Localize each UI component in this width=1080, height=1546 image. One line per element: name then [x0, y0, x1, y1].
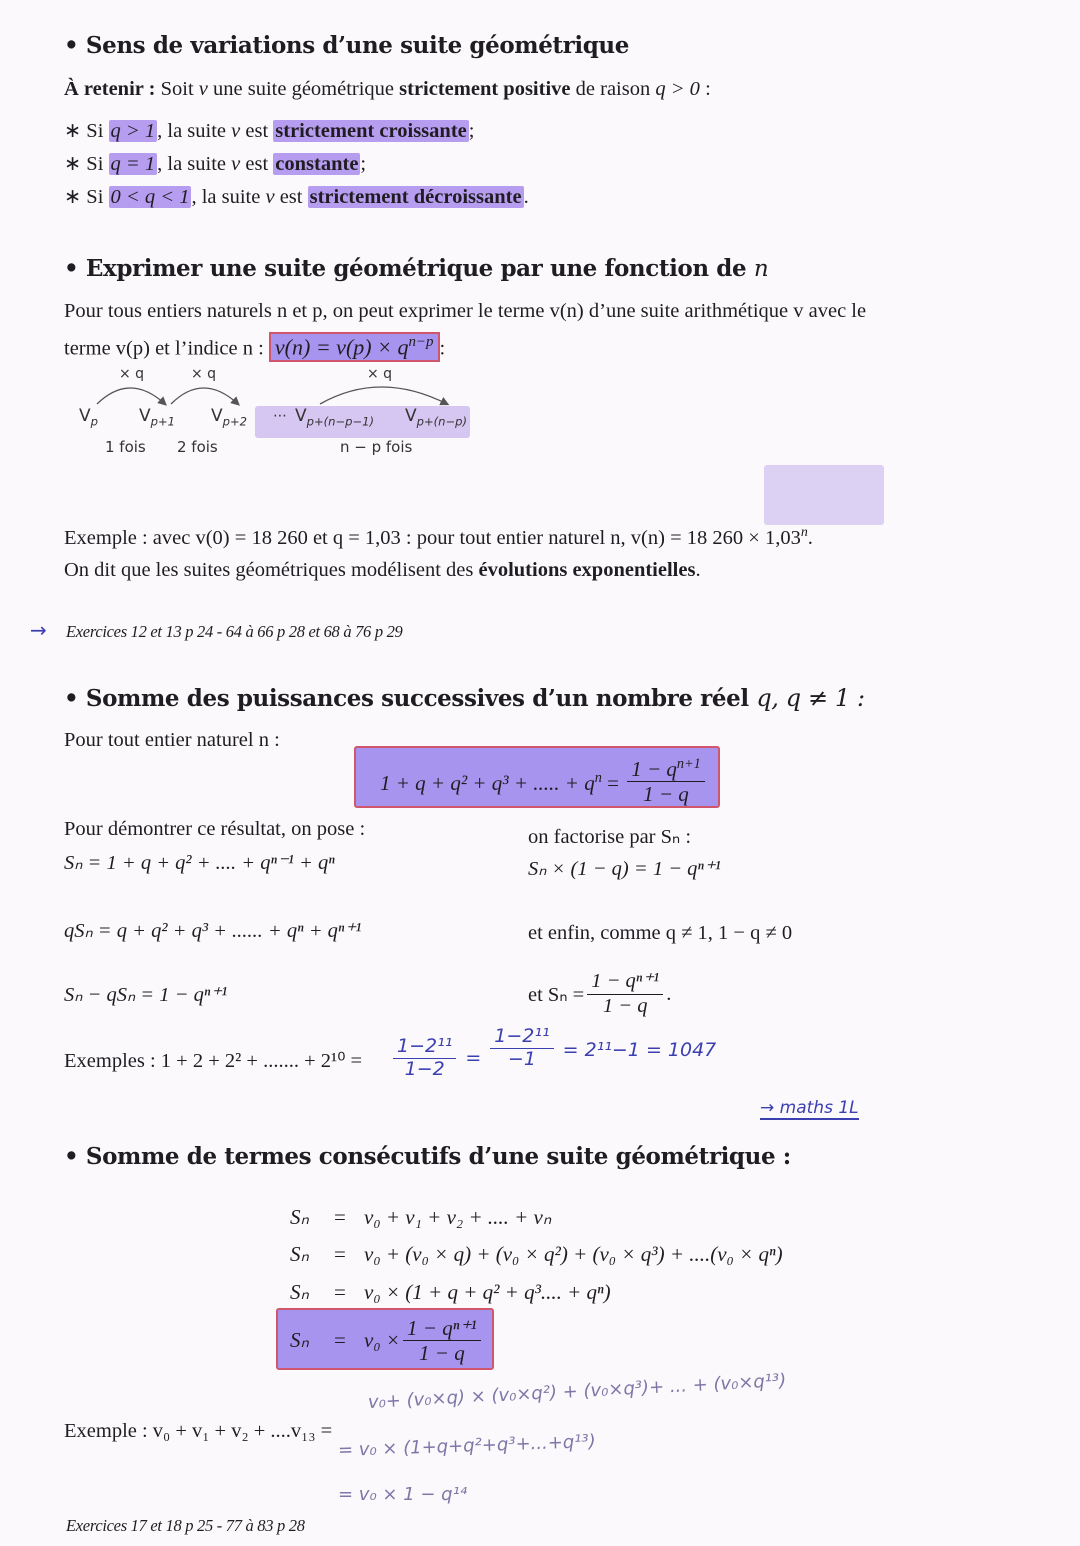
retenir-paragraph [64, 78, 711, 101]
title-text: • Somme des puissances successives d’un nombre réel [64, 685, 757, 712]
bold-strictement-positive: strictement positive [399, 78, 571, 100]
term: V [405, 406, 417, 426]
exponent: n [800, 525, 808, 540]
count-label: 2 fois [177, 438, 218, 456]
numerator: 1−2¹¹ [393, 1036, 456, 1059]
bold-evolutions: évolutions exponentielles [478, 559, 696, 581]
text: On dit que les suites géométriques modélisent des [64, 559, 479, 581]
fonction-paragraph-line1: Pour tous entiers naturels n et p, on peut exprimer le terme v(n) d’une suite arithmétique v avec le [64, 300, 867, 322]
fraction [587, 970, 663, 1018]
boxed-formula-vn [269, 332, 440, 362]
title-math: q, q ≠ 1 : [756, 684, 865, 712]
text: Exemple : avec v(0) = 18 260 et q = 1,03 : pour tout entier naturel n, v(n) = 18 260 × 1,03 [64, 526, 801, 549]
exponent: n+1 [676, 756, 701, 772]
section-title-somme-puissances [64, 684, 865, 712]
intro-naturel-n: Pour tout entier naturel n : [64, 729, 280, 751]
sum-row-2 [290, 1242, 783, 1267]
numerator [627, 756, 705, 782]
proof-line-1: Sₙ = 1 + q + q² + .... + qⁿ⁻¹ + qⁿ [64, 852, 335, 874]
subscript: p+(n−p) [416, 414, 467, 429]
eq: = [334, 1280, 346, 1304]
text: . [523, 186, 529, 208]
boxed-formula-geometric-sum [276, 1308, 494, 1370]
result-prefix: et Sₙ = [528, 983, 585, 1006]
var-v: v [265, 186, 275, 208]
denominator: 1 − q [602, 994, 648, 1017]
highlighted-condition: q > 1 [110, 120, 156, 142]
title-var-n: n [753, 256, 769, 282]
sum-row-1 [290, 1205, 551, 1230]
sum-row-3 [290, 1280, 611, 1305]
term-vp [79, 406, 98, 428]
handwritten-solution: $\frac{\text{1−2¹¹}}{1-2}$ = $\frac{\text{1−2¹¹}}{-1}$ = 2¹¹−1 = 1047 [390, 1036, 716, 1081]
handwritten-note: → maths 1L [760, 1098, 859, 1118]
text: est [274, 186, 308, 208]
variation-bullet-3 [64, 184, 529, 209]
hand-result: = 2¹¹−1 = 1047 [562, 1039, 717, 1062]
var-v: v [231, 120, 241, 142]
eq: = [334, 1242, 346, 1266]
text: Soit [155, 78, 199, 100]
fonction-paragraph-line2 [64, 332, 445, 362]
denominator: 1 − q [419, 1341, 465, 1366]
text: : [699, 78, 711, 100]
denominator: −1 [507, 1047, 536, 1070]
text: ; [360, 153, 367, 175]
text: une suite géométrique [207, 78, 400, 100]
hand-fraction-2 [490, 1026, 553, 1071]
result-sn: et Sₙ = $\frac{\text{1 − qⁿ⁺¹}}{1 - q}$ . [528, 970, 672, 1017]
text: de raison [570, 78, 656, 100]
denominator: 1−2 [404, 1057, 445, 1080]
term-vp-n-p-1 [295, 406, 374, 428]
factor-line: Sₙ × (1 − q) = 1 − qⁿ⁺¹ [528, 858, 721, 880]
proof-intro: Pour démontrer ce résultat, on pose : [64, 818, 366, 840]
example-powers-of-two: Exemples : 1 + 2 + 2² + ....... + 2¹⁰ = [64, 1050, 363, 1072]
highlighted-result: strictement décroissante [309, 186, 522, 208]
numerator: 1 − qⁿ⁺¹ [403, 1316, 481, 1341]
handwritten-line-1: v₀+ (v₀×q) × (v₀×q²) + (v₀×q³)+ ... + (v₀×q¹³) [367, 1370, 787, 1413]
exercises-ref-2: Exercices 17 et 18 p 25 - 77 à 83 p 28 [66, 1516, 305, 1535]
term: V [295, 406, 307, 426]
proof-line-2: qSₙ = q + q² + q³ + ...... + qⁿ + qⁿ⁺¹ [64, 920, 362, 942]
count-label: n − p fois [340, 438, 413, 456]
section-title-fonction [64, 255, 768, 282]
formula-exponent: n−p [408, 334, 434, 350]
exponent: n [594, 769, 602, 786]
text: . [807, 526, 813, 549]
highlight-smudge [764, 465, 884, 525]
lhs: Sₙ [290, 1242, 309, 1266]
term-vp2 [211, 406, 247, 428]
text: est [240, 153, 274, 175]
term: V [211, 406, 223, 426]
handwritten-line-3: = v₀ × 1 − q¹⁴ [338, 1484, 468, 1505]
term-vp1 [139, 406, 175, 428]
enfin-line: et enfin, comme q ≠ 1, 1 − q ≠ 0 [528, 922, 793, 944]
exercises-ref-1: Exercices 12 et 13 p 24 - 64 à 66 p 28 et 68 à 76 p 29 [66, 622, 403, 641]
bullet-prefix: ∗ Si [64, 120, 109, 142]
subscript: p+(n−p−1) [306, 414, 374, 429]
bullet-prefix: ∗ Si [64, 186, 109, 208]
subscript: p+1 [150, 414, 175, 429]
rhs: v₀ + v₁ + v₂ + .... + vₙ [364, 1205, 552, 1229]
text: : [439, 337, 446, 360]
lhs: 1 + q + q² + q³ + ..... + q [380, 770, 595, 795]
subscript: p [90, 414, 98, 429]
section-title-variations: • Sens de variations d’une suite géométrique [64, 32, 629, 59]
arrow-label: × q [119, 366, 145, 382]
text: . [695, 559, 701, 581]
formula-text: v(n) = v(p) × q [274, 334, 409, 360]
num-text: 1 − q [631, 757, 677, 781]
title-text: • Exprimer une suite géométrique par une fonction de [64, 255, 754, 282]
numerator: 1 − qⁿ⁺¹ [587, 970, 663, 995]
prefix: v₀ × [364, 1328, 401, 1353]
boxed-formula-sum-powers [354, 746, 720, 808]
proof-line-3: Sₙ − qSₙ = 1 − qⁿ⁺¹ [64, 984, 228, 1006]
text: terme v(p) et l’indice n : [64, 337, 264, 360]
arrow-label: × q [367, 366, 393, 382]
variation-bullet-2 [64, 151, 366, 176]
conclusion-exponentielle [64, 559, 701, 582]
text: , la suite [157, 120, 232, 142]
numerator: 1−2¹¹ [490, 1026, 553, 1049]
lhs: Sₙ [290, 1328, 309, 1353]
rhs: v₀ × (1 + q + q² + q³.... + qⁿ) [364, 1280, 611, 1304]
highlighted-condition: 0 < q < 1 [110, 186, 190, 208]
handwritten-line-2: = v₀ × (1+q+q²+q³+...+q¹³) [337, 1431, 597, 1461]
denominator: 1 − q [643, 782, 689, 807]
section-title-somme-termes: • Somme de termes consécutifs d’une suite géométrique : [64, 1143, 791, 1170]
lhs: Sₙ [290, 1205, 309, 1229]
term: V [79, 406, 91, 426]
factor-intro: on factorise par Sₙ : [528, 826, 692, 848]
lhs: Sₙ [290, 1280, 309, 1304]
text: , la suite [157, 153, 232, 175]
highlighted-condition: q = 1 [110, 153, 156, 175]
fraction [403, 1316, 481, 1365]
highlighted-result: strictement croissante [275, 120, 467, 142]
eq: = [334, 1328, 346, 1353]
hand-fraction-1 [393, 1036, 456, 1081]
eq: = [334, 1205, 346, 1229]
arrow-label: × q [191, 366, 217, 382]
progression-diagram [75, 362, 515, 462]
count-label: 1 fois [105, 438, 146, 456]
example-v-sum: Exemple : v₀ + v₁ + v₂ + ....v₁₃ = [64, 1420, 333, 1442]
text: , la suite [191, 186, 266, 208]
ellipsis: ⋯ [273, 408, 287, 424]
sum-powers-formula: 1 + q + q² + q³ + ..... + $q^n$ = $\frac{1 - q^{n+1}}{1 - q}$ [380, 760, 708, 810]
fraction [627, 756, 705, 806]
geometric-sum-formula [290, 1316, 484, 1365]
cond-q-positive: q > 0 [655, 78, 700, 100]
term-vp-n-p [405, 406, 467, 428]
rhs: v₀ + (v₀ × q) + (v₀ × q²) + (v₀ × q³) + ....(v₀ × qⁿ) [364, 1242, 783, 1266]
bullet-prefix: ∗ Si [64, 153, 109, 175]
var-v: v [231, 153, 241, 175]
var-v: v [198, 78, 208, 100]
term: V [139, 406, 151, 426]
subscript: p+2 [222, 414, 247, 429]
retenir-label: À retenir : [64, 78, 156, 100]
example-exponential [64, 525, 813, 550]
variation-bullet-1 [64, 118, 474, 143]
highlighted-result: constante [275, 153, 359, 175]
text: ; [468, 120, 475, 142]
text: est [240, 120, 274, 142]
handwritten-arrow-icon: → [30, 618, 47, 642]
